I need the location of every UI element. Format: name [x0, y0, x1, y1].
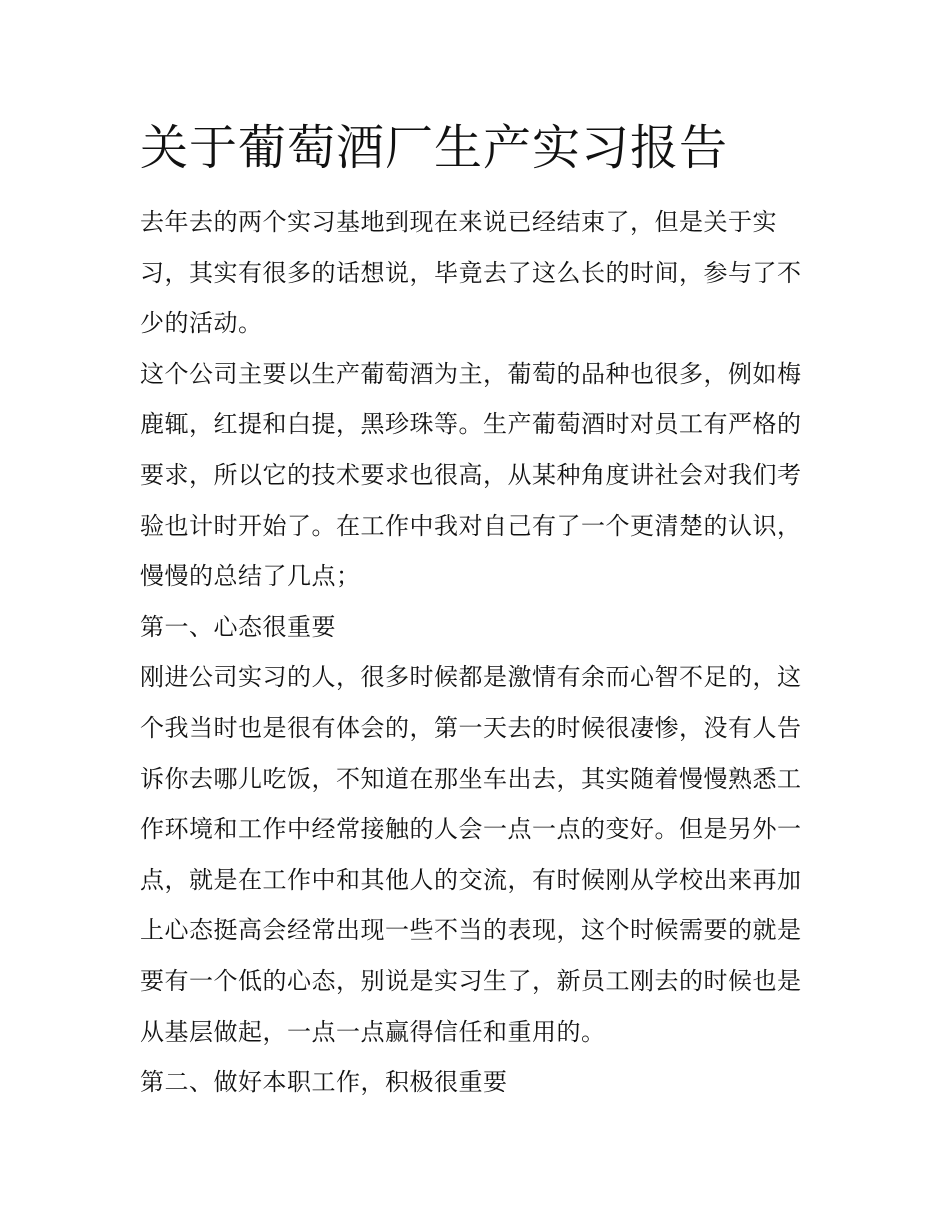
text-line: 去年去的两个实习基地到现在来说已经结束了，但是关于实 [140, 208, 777, 236]
text-line: 上心态挺高会经常出现一些不当的表现，这个时候需要的就是 [140, 916, 802, 945]
text-line: 点，就是在工作中和其他人的交流，有时候刚从学校出来再加 [140, 865, 802, 894]
document-body [140, 197, 820, 1108]
text-line: 个我当时也是很有体会的，第一天去的时候很凄惨，没有人告 [140, 713, 802, 742]
text-line: 从基层做起，一点一点赢得信任和重用的。 [140, 1017, 606, 1046]
text-line: 少的活动。 [140, 309, 263, 338]
section-heading: 第二、做好本职工作，积极很重要 [140, 1068, 508, 1097]
text-line: 要有一个低的心态，别说是实习生了，新员工刚去的时候也是 [140, 966, 802, 995]
section-heading: 第一、心态很重要 [140, 612, 336, 641]
text-line: 慢慢的总结了几点； [140, 562, 361, 591]
text-line: 习，其实有很多的话想说，毕竟去了这么长的时间，参与了不 [140, 258, 802, 287]
document-title: 关于葡萄酒厂生产实习报告 [140, 120, 729, 176]
text-line: 诉你去哪儿吃饭，不知道在那坐车出去，其实随着慢慢熟悉工 [140, 764, 802, 793]
text-line: 刚进公司实习的人，很多时候都是激情有余而心智不足的，这 [140, 663, 802, 692]
text-line: 要求，所以它的技术要求也很高，从某种角度讲社会对我们考 [140, 460, 802, 489]
text-line: 作环境和工作中经常接触的人会一点一点的变好。但是另外一 [140, 815, 802, 844]
text-line: 验也计时开始了。在工作中我对自己有了一个更清楚的认识， [140, 511, 802, 540]
text-line: 鹿辄，红提和白提，黑珍珠等。生产葡萄酒时对员工有严格的 [140, 410, 802, 439]
text-line: 这个公司主要以生产葡萄酒为主，葡萄的品种也很多，例如梅 [140, 359, 802, 388]
